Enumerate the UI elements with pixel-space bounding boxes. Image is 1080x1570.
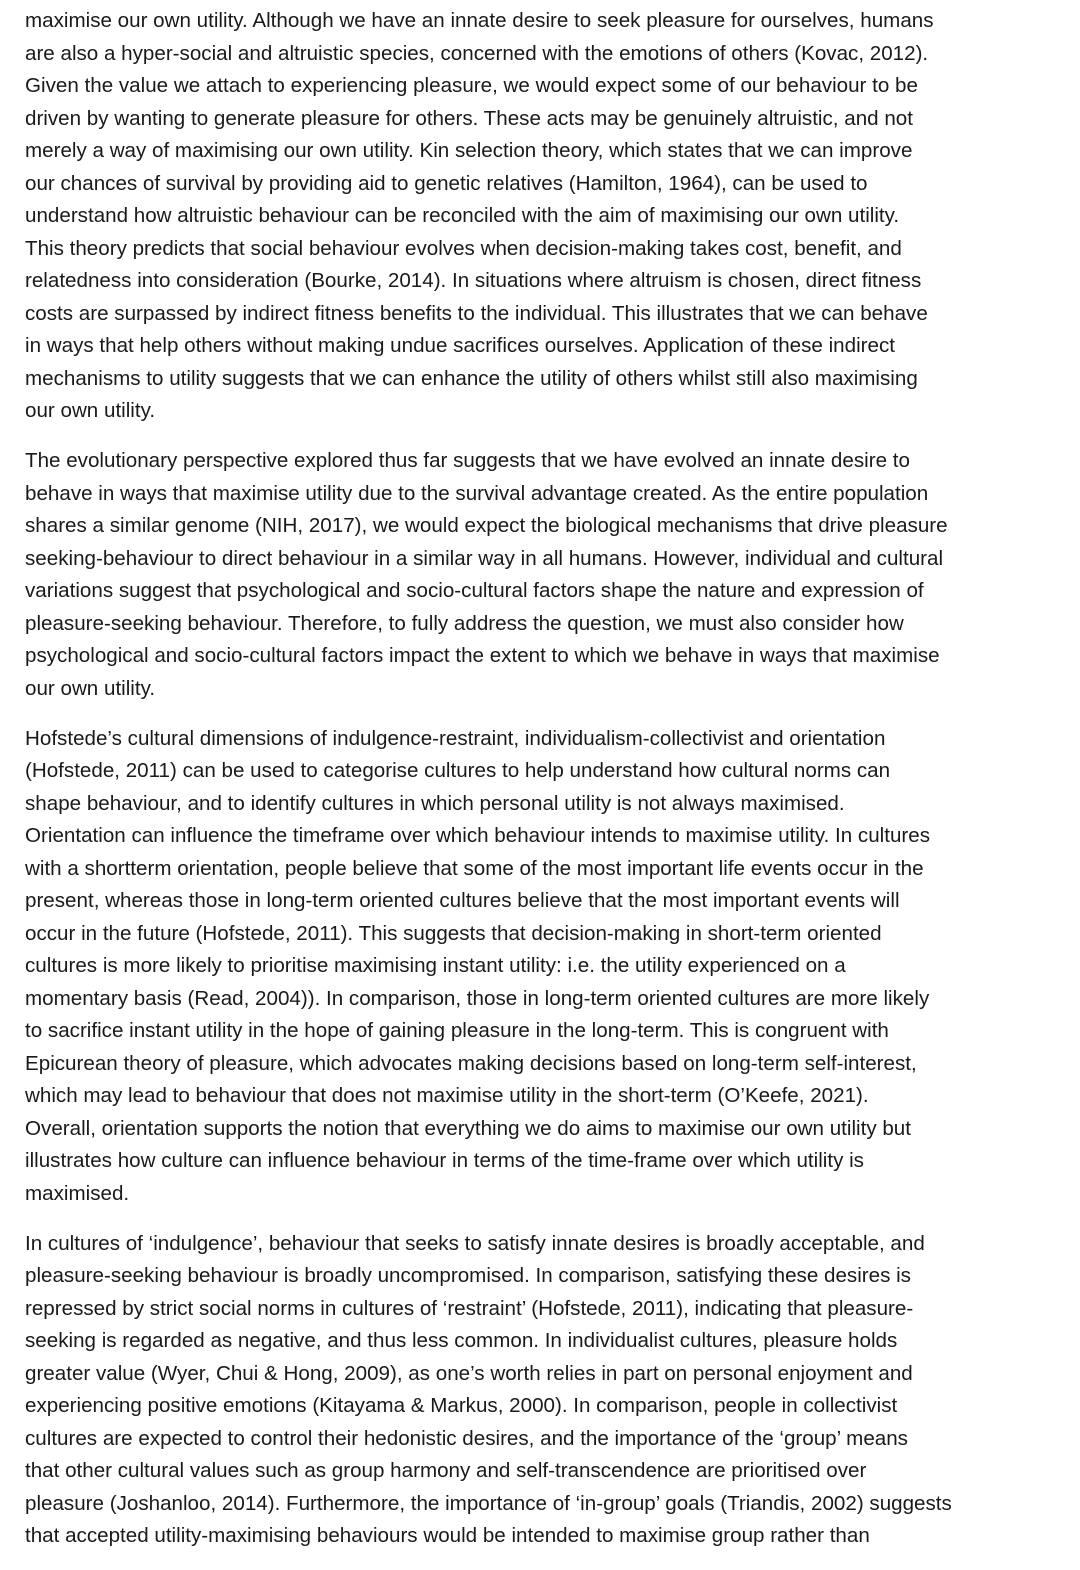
text-line: shape behaviour, and to identify cultures in which personal utility is not always maximised. (25, 791, 845, 815)
text-line: Orientation can influence the timeframe over which behaviour intends to maximise utility. In cultures (25, 824, 931, 847)
text-line: occur in the future (Hofstede, 2011). This suggests that decision-making in short-term oriented (25, 921, 882, 945)
text-line: (Hofstede, 2011) can be used to categorise cultures to help understand how cultural norms can (25, 759, 891, 782)
text-line: cultures is more likely to prioritise maximising instant utility: i.e. the utility experienced on a (25, 954, 846, 977)
text-line: seeking-behaviour to direct behaviour in a similar way in all humans. However, individual and cultural (25, 546, 944, 570)
text-line: to sacrifice instant utility in the hope of gaining pleasure in the long-term. This is congruent with (25, 1019, 889, 1042)
text-line: that accepted utility-maximising behaviours would be intended to maximise group rather than (25, 1524, 870, 1547)
text-line: that other cultural values such as group harmony and self-transcendence are prioritised over (25, 1459, 867, 1482)
text-line: In cultures of ‘indulgence’, behaviour that seeks to satisfy innate desires is broadly acceptable, and (25, 1231, 925, 1255)
text-line: maximised. (25, 1181, 130, 1205)
text-line: Epicurean theory of pleasure, which advocates making decisions based on long-term self-interest, (25, 1051, 917, 1075)
text-line: our own utility. (25, 676, 156, 700)
text-line: pleasure (Joshanloo, 2014). Furthermore, the importance of ‘in-group’ goals (Triandis, 2002) suggests (25, 1491, 952, 1515)
text-line: experiencing positive emotions (Kitayama & Markus, 2000). In comparison, people in collectivist (25, 1394, 898, 1417)
paragraph-evolutionary-perspective (25, 445, 1055, 705)
paragraph-indulgence-restraint (25, 1228, 1055, 1553)
text-line: This theory predicts that social behaviour evolves when decision-making takes cost, benefit, and (25, 236, 902, 260)
text-line: merely a way of maximising our own utility. Kin selection theory, which states that we can improve (25, 139, 913, 162)
text-line: The evolutionary perspective explored thus far suggests that we have evolved an innate desire to (25, 449, 910, 472)
text-line: in ways that help others without making undue sacrifices ourselves. Application of these indirect (25, 334, 895, 357)
text-line: pleasure-seeking behaviour is broadly uncompromised. In comparison, satisfying these desires is (25, 1264, 911, 1287)
text-line: psychological and socio-cultural factors impact the extent to which we behave in ways that maximise (25, 644, 940, 667)
text-line: variations suggest that psychological and socio-cultural factors shape the nature and expression of (25, 579, 924, 602)
text-line: costs are surpassed by indirect fitness benefits to the individual. This illustrates that we can behave (25, 301, 928, 325)
text-line: pleasure-seeking behaviour. Therefore, to fully address the question, we must also consider how (25, 611, 904, 635)
text-line: seeking is regarded as negative, and thus less common. In individualist cultures, pleasure holds (25, 1329, 898, 1352)
text-line: mechanisms to utility suggests that we can enhance the utility of others whilst still also maximising (25, 366, 918, 390)
text-line: greater value (Wyer, Chui & Hong, 2009), as one’s worth relies in part on personal enjoyment and (25, 1361, 913, 1385)
text-line: Hofstede’s cultural dimensions of indulgence-restraint, individualism-collectivist and orientation (25, 726, 886, 750)
document-page (25, 5, 1055, 1570)
paragraph-hofstede-orientation (25, 723, 1055, 1211)
text-line: our own utility. (25, 399, 156, 422)
text-line: are also a hyper-social and altruistic species, concerned with the emotions of others (Kovac, 2012). (25, 41, 929, 65)
text-line: with a shortterm orientation, people believe that some of the most important life events occur in the (25, 856, 924, 880)
text-line: repressed by strict social norms in cultures of ‘restraint’ (Hofstede, 2011), indicating that pleasure- (25, 1296, 914, 1320)
paragraph-kin-selection (25, 5, 1055, 428)
text-line: illustrates how culture can influence behaviour in terms of the time-frame over which utility is (25, 1149, 864, 1172)
text-line: understand how altruistic behaviour can be reconciled with the aim of maximising our own utility. (25, 204, 900, 227)
text-line: Given the value we attach to experiencing pleasure, we would expect some of our behaviour to be (25, 74, 918, 97)
text-line: cultures are expected to control their hedonistic desires, and the importance of the ‘group’ means (25, 1426, 908, 1450)
text-line: present, whereas those in long-term oriented cultures believe that the most important events will (25, 889, 900, 912)
text-line: behave in ways that maximise utility due to the survival advantage created. As the entire population (25, 481, 929, 505)
text-line: which may lead to behaviour that does not maximise utility in the short-term (O’Keefe, 2021). (25, 1084, 869, 1107)
text-line: momentary basis (Read, 2004)). In comparison, those in long-term oriented cultures are more likely (25, 986, 930, 1010)
text-line: our chances of survival by providing aid to genetic relatives (Hamilton, 1964), can be used to (25, 171, 868, 195)
text-line: maximise our own utility. Although we have an innate desire to seek pleasure for ourselves, humans (25, 9, 934, 32)
text-line: driven by wanting to generate pleasure for others. These acts may be genuinely altruistic, and not (25, 106, 913, 130)
text-line: shares a similar genome (NIH, 2017), we would expect the biological mechanisms that drive pleasure (25, 514, 948, 537)
text-line: relatedness into consideration (Bourke, 2014). In situations where altruism is chosen, direct fitness (25, 269, 922, 292)
text-line: Overall, orientation supports the notion that everything we do aims to maximise our own utility but (25, 1116, 911, 1140)
